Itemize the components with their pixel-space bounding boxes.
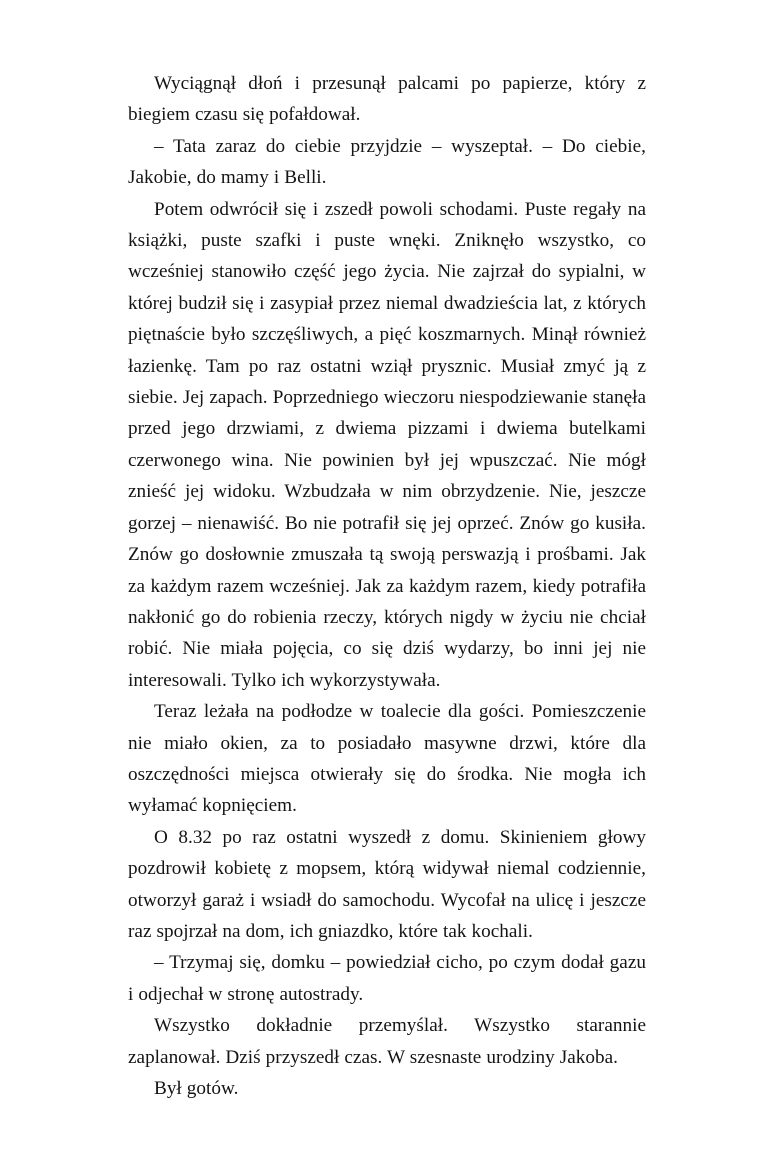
paragraph: Był gotów. xyxy=(154,1078,239,1099)
paragraph: – Trzymaj się, domku – powiedział cicho, po czym dodał gazu i odjechał w stronę autostrady. xyxy=(128,952,646,1005)
paragraph: Teraz leżała na podłodze w toalecie dla gości. Pomieszczenie nie miało okien, za to posiadało masywne drzwi, które dla oszczędności miejsca otwierały się do środka. Nie mogła ich wyłamać kopnięciem. xyxy=(128,701,646,817)
body-text-block xyxy=(128,68,646,1104)
paragraph: Wyciągnął dłoń i przesunął palcami po papierze, który z biegiem czasu się pofałdował. xyxy=(128,73,646,126)
paragraph: Wszystko dokładnie przemyślał. Wszystko starannie zaplanował. Dziś przyszedł czas. W szesnaste urodziny Jakoba. xyxy=(128,1015,646,1068)
paragraph: Potem odwrócił się i zszedł powoli schodami. Puste regały na książki, puste szafki i puste wnęki. Zniknęło wszystko, co wcześniej stanowiło część jego życia. Nie zajrzał do sypialni, w której budził się i zasypiał przez niemal dwadzieścia lat, z których piętnaście było szczęśliwych, a pięć koszmarnych. Minął również łazienkę. Tam po raz ostatni wziął prysznic. Musiał zmyć ją z siebie. Jej zapach. Poprzedniego wieczoru niespodziewanie stanęła przed jego drzwiami, z dwiema pizzami i dwiema butelkami czerwonego wina. Nie powinien był jej wpuszczać. Nie mógł znieść jej widoku. Wzbudzała w nim obrzydzenie. Nie, jeszcze gorzej – nienawiść. Bo nie potrafił się jej oprzeć. Znów go kusiła. Znów go dosłownie zmuszała tą swoją perswazją i prośbami. Jak za każdym razem wcześniej. Jak za każdym razem, kiedy potrafiła nakłonić go do robienia rzeczy, których nigdy w życiu nie chciał robić. Nie miała pojęcia, co się dziś wydarzy, bo inni jej nie interesowali. Tylko ich wykorzystywała. xyxy=(128,198,646,691)
paragraph: O 8.32 po raz ostatni wyszedł z domu. Skinieniem głowy pozdrowił kobietę z mopsem, którą widywał niemal codziennie, otworzył garaż i wsiadł do samochodu. Wycofał na ulicę i jeszcze raz spojrzał na dom, ich gniazdko, które tak kochali. xyxy=(128,826,646,942)
paragraph: – Tata zaraz do ciebie przyjdzie – wyszeptał. – Do ciebie, Jakobie, do mamy i Belli. xyxy=(128,135,646,189)
